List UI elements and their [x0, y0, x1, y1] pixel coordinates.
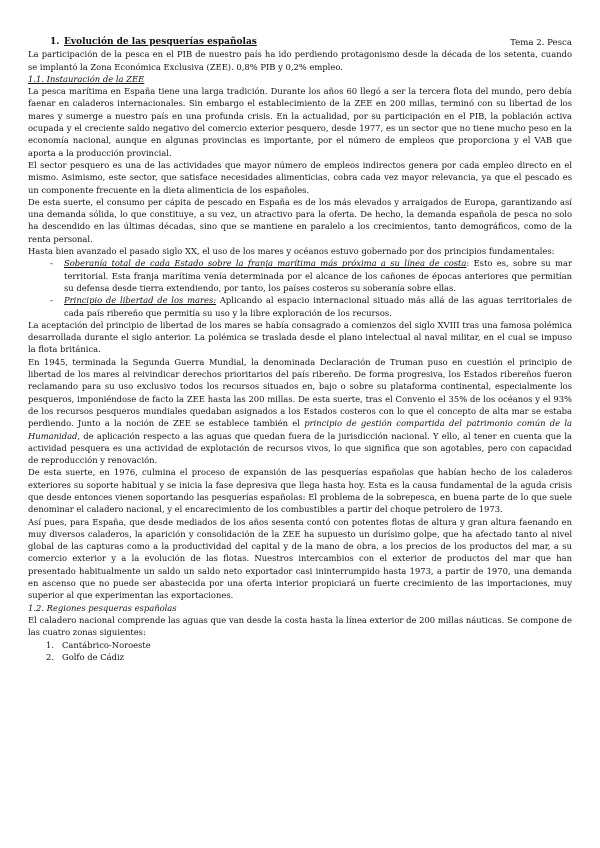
section-heading [50, 36, 572, 48]
subsection-heading-2: 1.2. Regiones pesqueras españolas [28, 602, 177, 613]
paragraph-6-emphasis: principio de gestión compartida del patrimonio común de la Humanidad [28, 418, 572, 441]
intro-paragraph: La participación de la pesca en el PIB de nuestro país ha ido perdiendo protagonismo desde la década de los setenta, cuando se implantó la Zona Económica Exclusiva (ZEE). 0,8% PIB y 0,2% empleo. [28, 49, 572, 72]
principle-item [28, 294, 572, 319]
page-header: Tema 2. Pesca [510, 38, 572, 48]
subsection-heading-1: 1.1. Instauración de la ZEE [28, 73, 145, 84]
paragraph-6-part-b: , de aplicación respecto a las aguas que quedan fuera de la jurisdicción nacional. Y ello, al tener en cuenta que la actividad pesquera es una actividad de explotación de recursos vivos, lo que significa que son agotables, pero con capacidad de reproducción y renovación. [28, 430, 572, 466]
zone-label: Cantábrico-Noroeste [62, 639, 151, 650]
paragraph-6 [28, 356, 572, 467]
zone-item [28, 639, 572, 651]
principle-term: Principio de libertad de los mares: [64, 295, 217, 306]
principle-term: Soberanía total de cada Estado sobre la franja marítima más próxima a su línea de costa [64, 258, 467, 269]
paragraph-8: Así pues, para España, que desde mediados de los años sesenta contó con potentes flotas de altura y gran altura faenando en muy diversos caladeros, la aparición y consolidación de la ZEE ha supuesto un durísimo golpe, que ha afectado tanto al nivel global de las capturas como a la productividad del capital y de la mano de obra, a los precios de los productos del mar, a su comercio exterior y a la evolución de las flotas. Nuestros intercambios con el exterior de productos del mar que han presentado habitualmente un saldo un saldo neto exportador casi ininterrumpido hasta 1973, a partir de 1970, una demanda en ascenso que no puede ser abastecida por una oferta interior propiciará un fuerte crecimiento de las importaciones, muy superior al que experimentan las exportaciones. [28, 516, 572, 601]
paragraph-7: De esta suerte, en 1976, culmina el proceso de expansión de las pesquerías españolas que habían hecho de los caladeros exteriores su soporte habitual y se inicia la fase depresiva que llega hasta hoy. Esta es la causa fundamental de la aguda crisis que desde entonces vienen soportando las pesquerías españolas: El problema de la sobrepesca, en buena parte de lo que suele denominar el caladero nacional, y el encarecimiento de los combustibles a partir del choque petrolero de 1973. [28, 467, 572, 515]
zone-number: 1. [46, 639, 54, 650]
paragraph-1: La pesca marítima en España tiene una larga tradición. Durante los años 60 llegó a ser la tercera flota del mundo, pero debía faenar en caladeros internacionales. Sin embargo el establecimiento de la ZEE en 200 millas, terminó con su libertad de los mares y sumerge a nuestro país en una profunda crisis. En la actualidad, por su participación en el PIB, la población activa ocupada y el creciente saldo negativo del comercio exterior pesquero, desde 1977, es un sector que no tiene mucho peso en la economía nacional, aunque en algunas provincias es importante, por el número de empleos que proporciona y el VAB que aporta a la producción provincial. [28, 86, 572, 158]
zone-number: 2. [46, 651, 54, 662]
section-title: Evolución de las pesquerías españolas [64, 37, 257, 47]
zone-label: Golfo de Cádiz [62, 651, 125, 662]
paragraph-5: La aceptación del principio de libertad de los mares se había consagrado a comienzos del siglo XVIII tras una famosa polémica desarrollada durante el siglo anterior. La polémica se traslada desde el plano intelectual al naval militar, en el cual se impuso la flota británica. [28, 319, 572, 355]
section-number: 1. [50, 37, 60, 47]
paragraph-2: El sector pesquero es una de las actividades que mayor número de empleos indirectos genera por cada empleo directo en el mismo. Asimismo, este sector, que satisface necesidades alimenticias, cobra cada vez mayor relevancia, ya que el pescado es un componente frecuente en la dieta alimenticia de los españoles. [28, 159, 572, 195]
principle-text: : Esto es, sobre su mar territorial. Esta franja marítima venía determinada por el alcance de los cañones de épocas anteriores que permitían su defensa desde tierra extendiendo, por tanto, los países costeros su soberanía sobre ellas. [64, 258, 572, 293]
paragraph-4: Hasta bien avanzado el pasado siglo XX, el uso de los mares y océanos estuvo gobernado por dos principios fundamentales: [28, 246, 555, 257]
paragraph-9: El caladero nacional comprende las aguas que van desde la costa hasta la línea exterior de 200 millas náuticas. Se compone de las cuatro zonas siguientes: [28, 614, 572, 638]
zone-item [28, 651, 572, 663]
principle-text: Aplicando al espacio internacional situado más allá de las aguas territoriales de cada país ribereño que permitía su uso y la libre exploración de los recursos. [64, 295, 572, 318]
principles-list [28, 257, 572, 318]
principle-item [28, 257, 572, 294]
zones-list [28, 639, 572, 664]
paragraph-3: De esta suerte, el consumo per cápita de pescado en España es de los más elevados y arraigados de Europa, garantizando así una demanda sólida, lo que constituye, a su vez, un atractivo para la oferta. De hecho, la demanda española de pesca no solo ha descendido en las últimas décadas, sino que se mantiene en paralelo a los crecimientos, tanto demográficos, como de la renta personal. [28, 196, 572, 244]
paragraph-6-part-a: En 1945, terminada la Segunda Guerra Mundial, la denominada Declaración de Truman puso en cuestión el principio de libertad de los mares al reivindicar derechos prioritarios del país ribereño. De forma progresiva, los Estados ribereños fueron reclamando para su uso exclusivo todos los recursos situados en, bajo o sobre su plataforma continental, especialmente los pesqueros, imponiéndose de facto la ZEE hasta las 200 millas. De esta suerte, tras el Convenio el 35% de los océanos y el 93% de los recursos pesqueros mundiales quedaban asignados a los Estados costeros con lo que el concepto de alta mar se estaba perdiendo. Junto a la noción de ZEE se establece también el [28, 356, 572, 429]
